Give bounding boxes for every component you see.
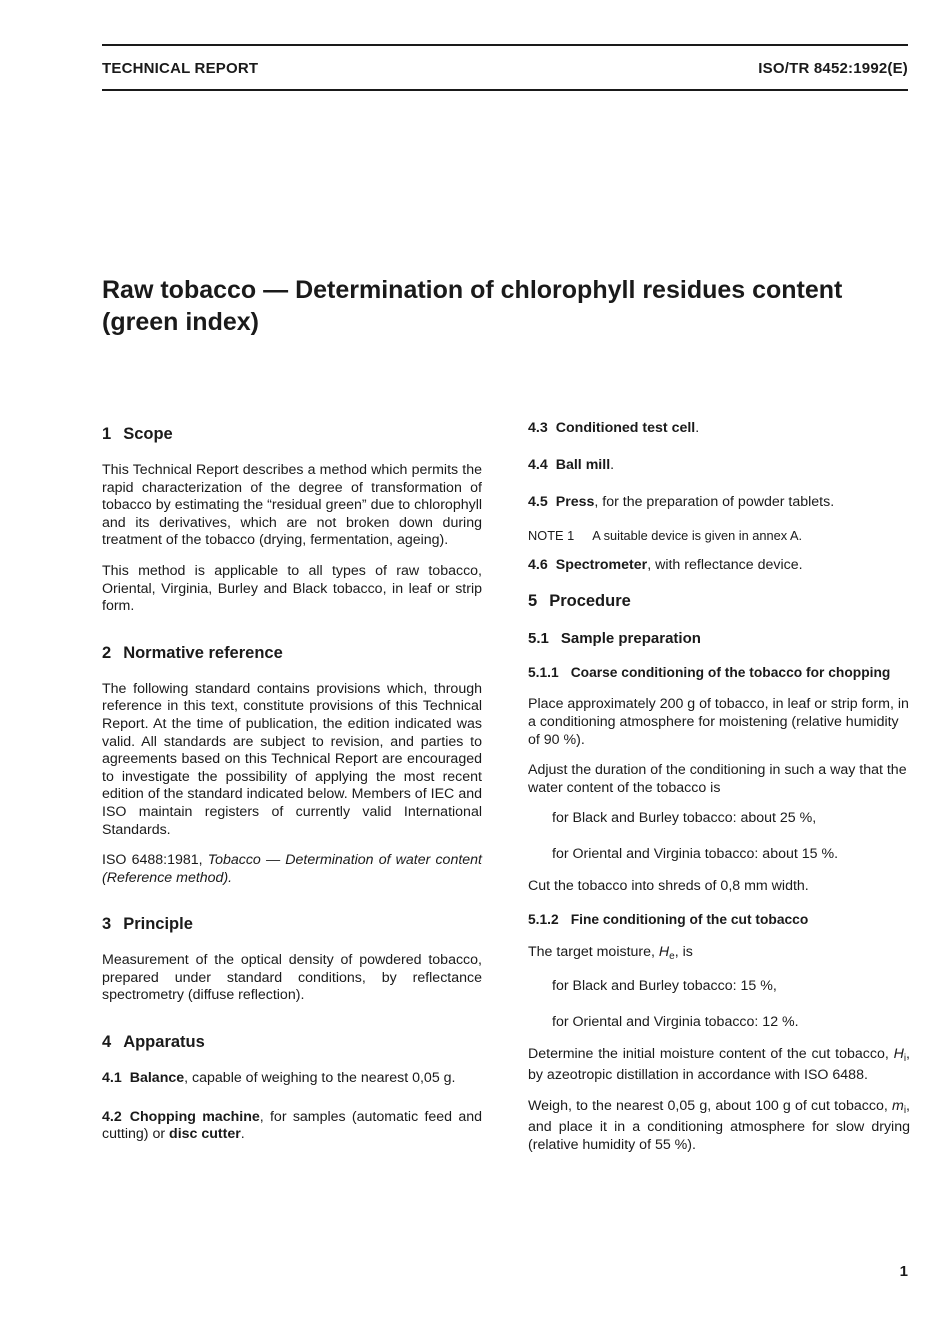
scope-paragraph-1: This Technical Report describes a method which permits the rapid characterization of the degree of transformation of tobacco by estimating the “residual green” due to chlorophyll and its derivatives, which are not broken down during treatment of the tobacco (drying, fermentation, ageing). — [102, 462, 482, 549]
section-5-1-heading: 5.1 Sample preparation — [528, 629, 701, 647]
page-number: 1 — [899, 1263, 908, 1280]
title-line-1: Raw tobacco — Determination of chlorophyll residues content — [102, 276, 843, 304]
section-1-heading: 1 Scope — [102, 425, 173, 443]
section-5-1-2-heading: 5.1.2 Fine conditioning of the cut tobacco — [528, 912, 809, 928]
weigh-sample-paragraph: Weigh, to the nearest 0,05 g, about 100 g of cut tobacco, $m_i$, and place it in a conditioning atmosphere for slow drying (relative humidity of 55 %). — [528, 1097, 910, 1153]
apparatus-item-4-6: 4.6 Spectrometer, with reflectance device. — [528, 557, 803, 574]
scope-paragraph-2: This method is applicable to all types of raw tobacco, Oriental, Virginia, Burley and Black tobacco, in leaf or strip form. — [102, 562, 482, 615]
apparatus-item-4-3: 4.3 Conditioned test cell. — [528, 420, 700, 436]
water-content-black-burley: for Black and Burley tobacco: about 25 %, — [552, 810, 817, 827]
initial-moisture-paragraph: Determine the initial moisture content of the cut tobacco, $H_i$, by azeotropic distillation in accordance with ISO 6488. — [528, 1045, 910, 1084]
coarse-conditioning-paragraph-2: Adjust the duration of the conditioning in such a way that the water content of the tobacco is — [528, 762, 907, 796]
title-line-2: (green index) — [102, 308, 259, 336]
standard-number: ISO/TR 8452:1992(E) — [758, 60, 908, 77]
apparatus-note-1: NOTE 1 A suitable device is given in annex A. — [528, 527, 803, 543]
target-moisture-paragraph: The target moisture, $H_e$, is — [528, 943, 693, 962]
apparatus-item-4-5: 4.5 Press, for the preparation of powder tablets. — [528, 494, 835, 511]
target-moisture-black-burley: for Black and Burley tobacco: 15 %, — [552, 978, 777, 995]
header-bottom-rule — [102, 89, 908, 91]
water-content-oriental-virginia: for Oriental and Virginia tobacco: about 15 %. — [552, 846, 839, 863]
right-column — [528, 420, 910, 1167]
document-title — [102, 274, 892, 338]
section-5-heading: 5 Procedure — [528, 591, 631, 610]
section-3-heading: 3 Principle — [102, 915, 193, 934]
apparatus-item-4-1: 4.1 Balance, capable of weighing to the nearest 0,05 g. — [102, 1070, 456, 1087]
target-moisture-oriental-virginia: for Oriental and Virginia tobacco: 12 %. — [552, 1013, 799, 1030]
apparatus-item-4-2: 4.2 Chopping machine, for samples (automatic feed and cutting) or disc cutter. — [102, 1108, 482, 1143]
normative-reference-item: ISO 6488:1981, Tobacco — Determination of water content (Reference method). — [102, 852, 482, 886]
apparatus-item-4-4: 4.4 Ball mill. — [528, 456, 615, 473]
document-type-label: TECHNICAL REPORT — [102, 60, 259, 77]
principle-paragraph: Measurement of the optical density of powdered tobacco, prepared under standard conditions, by reflectance spectrometry (diffuse reflection). — [102, 952, 482, 1004]
section-5-1-1-heading: 5.1.1 Coarse conditioning of the tobacco for chopping — [528, 664, 891, 680]
cut-shreds-paragraph: Cut the tobacco into shreds of 0,8 mm width. — [528, 877, 809, 894]
section-4-heading: 4 Apparatus — [102, 1033, 205, 1052]
left-column — [102, 424, 482, 1157]
normative-paragraph: The following standard contains provisions which, through reference in this text, constitute provisions of this Technical Report. At the time of publication, the edition indicated was valid. All standards are subject to revision, and parties to agreements based on this Technical Report are encouraged to investigate the possibility of applying the most recent edition of the standard indicated below. Members of IEC and ISO maintain registers of currently valid International Standards. — [102, 680, 482, 838]
section-2-heading: 2 Normative reference — [102, 643, 283, 662]
header-top-rule — [102, 44, 908, 46]
coarse-conditioning-paragraph-1: Place approximately 200 g of tobacco, in leaf or strip form, in a conditioning atmosphere for moistening (relative humidity of 90 %). — [528, 696, 909, 748]
